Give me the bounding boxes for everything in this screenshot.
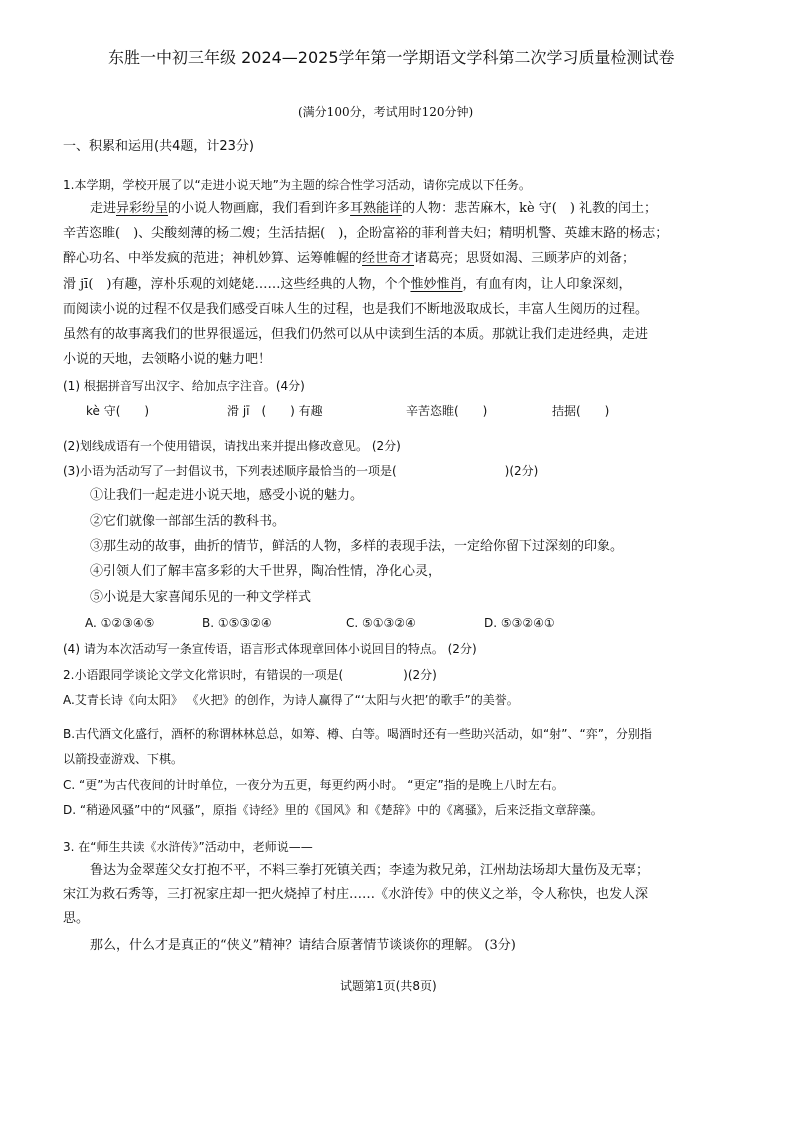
q1-passage-line-5: 而阅读小说的过程不仅是我们感受百味人生的过程，也是我们不断地汲取成长，丰富人生阅历的过程。	[63, 302, 649, 317]
q3-passage-line-1: 鲁达为金翠莲父女打抱不平，不料三拳打死镇关西；李逵为救兄弟，江州劫法场却大量伤及无辜；	[90, 863, 650, 878]
passage-text: 走进	[90, 201, 117, 216]
pinyin-blank-3: 辛苦恣睢( )	[406, 404, 488, 418]
q1-intro: 1.本学期，学校开展了以“走进小说天地”为主题的综合性学习活动，请你完成以下任务。	[63, 178, 531, 192]
passage-text: 诸葛亮；思贤如渴、三顾茅庐的刘备；	[414, 251, 636, 266]
q1-passage-line-4	[63, 276, 632, 294]
passage-text: 醉心功名、中举发疯的范进；神机妙算、运筹帷幄的	[63, 251, 363, 266]
q1-sub1-label: (1) 根据拼音写出汉字、给加点字注音。(4分)	[63, 379, 305, 393]
q2-option-b-line-2: 以箭投壶游戏、下棋。	[63, 752, 184, 766]
underlined-idiom: 异彩纷呈	[116, 201, 169, 216]
q2-option-b-line-1: B.古代酒文化盛行，酒杯的称谓林林总总，如筹、樽、白等。喝酒时还有一些助兴活动，如“射”、“弈”，分别指	[63, 727, 652, 741]
q1-sub3-item-4: ④引领人们了解丰富多彩的大千世界，陶冶性情，净化心灵，	[90, 564, 442, 579]
q1-sub2: (2)划线成语有一个使用错误，请找出来并提出修改意见。 (2分)	[63, 439, 401, 453]
q3-stem: 3. 在“师生共读《水浒传》”活动中，老师说——	[63, 840, 313, 854]
q2-option-d: D. “稍逊风骚”中的“风骚”，原指《诗经》里的《国风》和《楚辞》中的《离骚》，后来泛指文章辞藻。	[63, 803, 603, 817]
q2-stem: 2.小语跟同学谈论文学文化常识时，有错误的一项是( )(2分)	[63, 668, 437, 682]
pinyin-blank-1: kè 守( )	[86, 404, 150, 418]
passage-text: 滑 jī( )有趣，淳朴乐观的刘姥姥……这些经典的人物，个个	[63, 277, 411, 292]
q1-sub3-item-5: ⑤小说是大家喜闻乐见的一种文学样式	[90, 590, 312, 605]
page-footer: 试题第1页(共8页)	[340, 979, 437, 993]
q1-sub3-item-3: ③那生动的故事，曲折的情节，鲜活的人物，多样的表现手法，一定给你留下过深刻的印象。	[90, 539, 624, 554]
q1-passage-line-6: 虽然有的故事离我们的世界很遥远，但我们仍然可以从中读到生活的本质。那就让我们走进经典，走进	[63, 327, 649, 342]
underlined-idiom: 经世奇才	[362, 251, 415, 266]
q1-sub3-label: (3)小语为活动写了一封倡议书，下列表述顺序最恰当的一项是( )(2分)	[63, 464, 539, 478]
q1-passage-line-1	[90, 200, 657, 218]
q1-sub3-item-1: ①让我们一起走进小说天地，感受小说的魅力。	[90, 488, 364, 503]
exam-subtitle: (满分100分，考试用时120分钟)	[298, 105, 474, 119]
passage-text: 的小说人物画廊，我们看到许多	[168, 201, 351, 216]
q1-passage-line-3	[63, 250, 635, 268]
underlined-idiom: 惟妙惟肖	[410, 277, 463, 292]
exam-title: 东胜一中初三年级 2024—2025学年第一学期语文学科第二次学习质量检测试卷	[108, 48, 675, 67]
q3-question: 那么，什么才是真正的“侠义”精神？请结合原著情节谈谈你的理解。 (3分)	[90, 938, 516, 953]
q1-passage-line-7: 小说的天地，去领略小说的魅力吧！	[63, 352, 272, 367]
passage-text: ，有血有肉，让人印象深刻，	[462, 277, 632, 292]
q1-sub3-item-2: ②它们就像一部部生活的教科书。	[90, 514, 286, 529]
section-heading: 一、积累和运用(共4题，计23分)	[63, 139, 254, 154]
q1-sub3-option-a: A. ①②③④⑤	[85, 616, 155, 630]
q2-option-a: A.艾青长诗《向太阳》 《火把》的创作，为诗人赢得了“‘太阳与火把’的歌手”的美誉。	[63, 693, 519, 707]
q2-option-c: C. “更”为古代夜间的计时单位，一夜分为五更，每更约两小时。 “更定”指的是晚上八时左右。	[63, 778, 564, 792]
pinyin-blank-2: 滑 jī ( ) 有趣	[227, 404, 323, 418]
q3-passage-line-3: 思。	[63, 911, 90, 926]
q1-sub3-option-d: D. ⑤③②④①	[484, 616, 555, 630]
q1-sub3-option-b: B. ①⑤③②④	[202, 616, 272, 630]
underlined-idiom: 耳熟能详	[350, 201, 403, 216]
passage-text: 的人物：悲苦麻木，kè 守( ) 礼教的闰土；	[402, 201, 658, 216]
q1-sub3-option-c: C. ⑤①③②④	[346, 616, 416, 630]
q1-sub4: (4) 请为本次活动写一条宣传语，语言形式体现章回体小说回目的特点。 (2分)	[63, 642, 477, 656]
q1-passage-line-2: 辛苦恣睢( )、尖酸刻薄的杨二嫂；生活拮据( )，企盼富裕的菲利普夫妇；精明机警、英雄末路的杨志；	[63, 226, 669, 241]
q3-passage-line-2: 宋江为救石秀等，三打祝家庄却一把火烧掉了村庄……《水浒传》中的侠义之举，令人称快，也发人深	[63, 887, 649, 902]
pinyin-blank-4: 拮据( )	[552, 404, 610, 418]
